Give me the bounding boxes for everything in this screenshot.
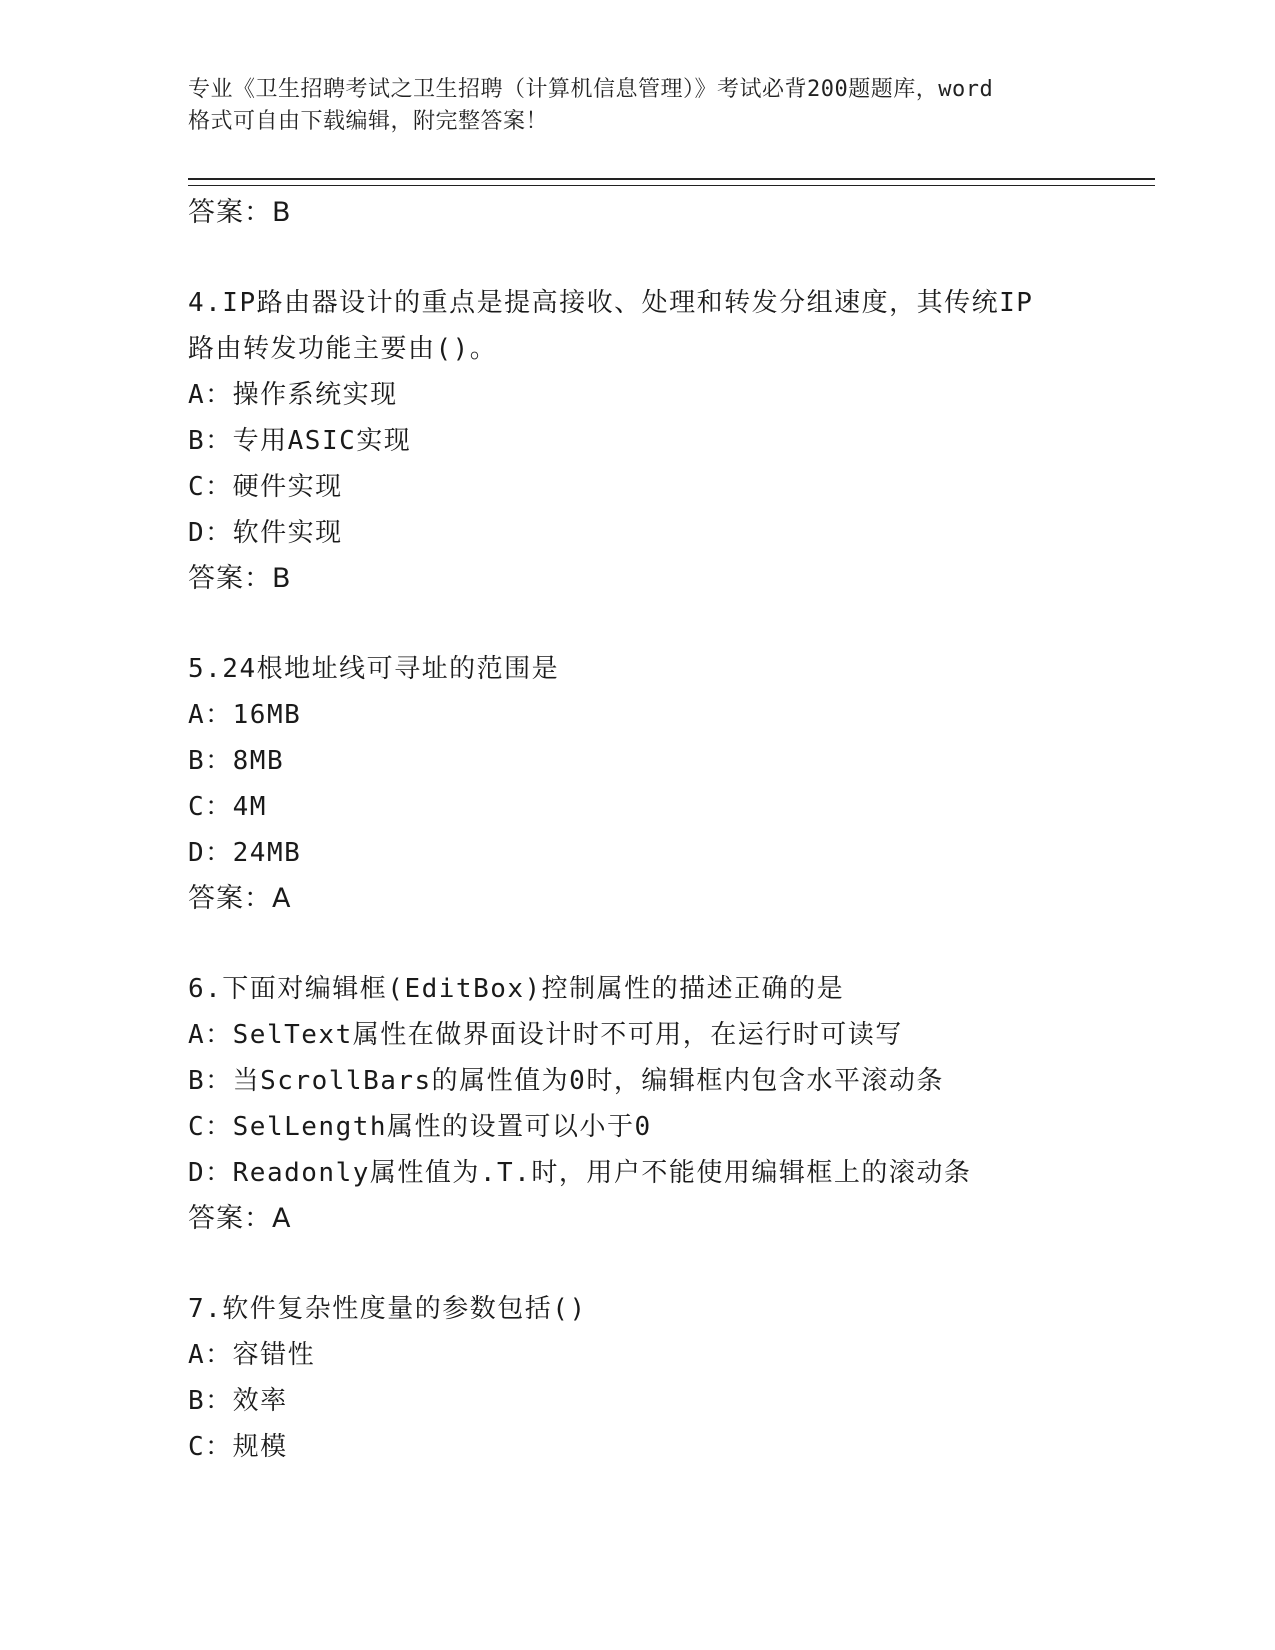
- option-d: D：24MB: [188, 838, 302, 868]
- option-c: C：硬件实现: [188, 472, 343, 502]
- spacer: [188, 922, 1155, 966]
- option-c: C：SelLength属性的设置可以小于0: [188, 1112, 652, 1142]
- option-c: C：4M: [188, 792, 267, 822]
- option-a: A：操作系统实现: [188, 380, 398, 410]
- question-5: [188, 646, 1155, 922]
- question-list: [188, 190, 1155, 1470]
- option-a: A：SelText属性在做界面设计时不可用，在运行时可读写: [188, 1020, 903, 1050]
- question-stem: 7.软件复杂性度量的参数包括(): [188, 1294, 587, 1324]
- header-line-2: 格式可自由下载编辑，附完整答案！: [188, 109, 549, 134]
- option-c: C：规模: [188, 1432, 288, 1462]
- question-4: [188, 280, 1155, 602]
- question-stem: 6.下面对编辑框(EditBox)控制属性的描述正确的是: [188, 974, 845, 1004]
- spacer: [188, 602, 1155, 646]
- answer: 答案：B: [188, 563, 292, 594]
- option-a: A：容错性: [188, 1340, 316, 1370]
- header-divider: [188, 178, 1155, 186]
- question-7: [188, 1286, 1155, 1470]
- spacer: [188, 236, 1155, 280]
- document-header: [188, 74, 1088, 138]
- question-6: [188, 966, 1155, 1242]
- option-b: B：效率: [188, 1386, 288, 1416]
- option-b: B：当ScrollBars的属性值为0时，编辑框内包含水平滚动条: [188, 1066, 944, 1096]
- option-d: D：Readonly属性值为.T.时，用户不能使用编辑框上的滚动条: [188, 1158, 972, 1188]
- option-b: B：专用ASIC实现: [188, 426, 412, 456]
- spacer: [188, 1242, 1155, 1286]
- answer: 答案：A: [188, 1203, 292, 1234]
- option-d: D：软件实现: [188, 518, 343, 548]
- answer: 答案：A: [188, 883, 292, 914]
- question-stem: 5.24根地址线可寻址的范围是: [188, 654, 560, 684]
- question-stem: 4.IP路由器设计的重点是提高接收、处理和转发分组速度，其传统IP: [188, 288, 1034, 318]
- option-a: A：16MB: [188, 700, 302, 730]
- header-line-1: 专业《卫生招聘考试之卫生招聘（计算机信息管理）》考试必背200题题库，word: [188, 77, 994, 102]
- question-stem-cont: 路由转发功能主要由()。: [188, 334, 498, 364]
- option-b: B：8MB: [188, 746, 285, 776]
- answer-previous: 答案：B: [188, 197, 292, 228]
